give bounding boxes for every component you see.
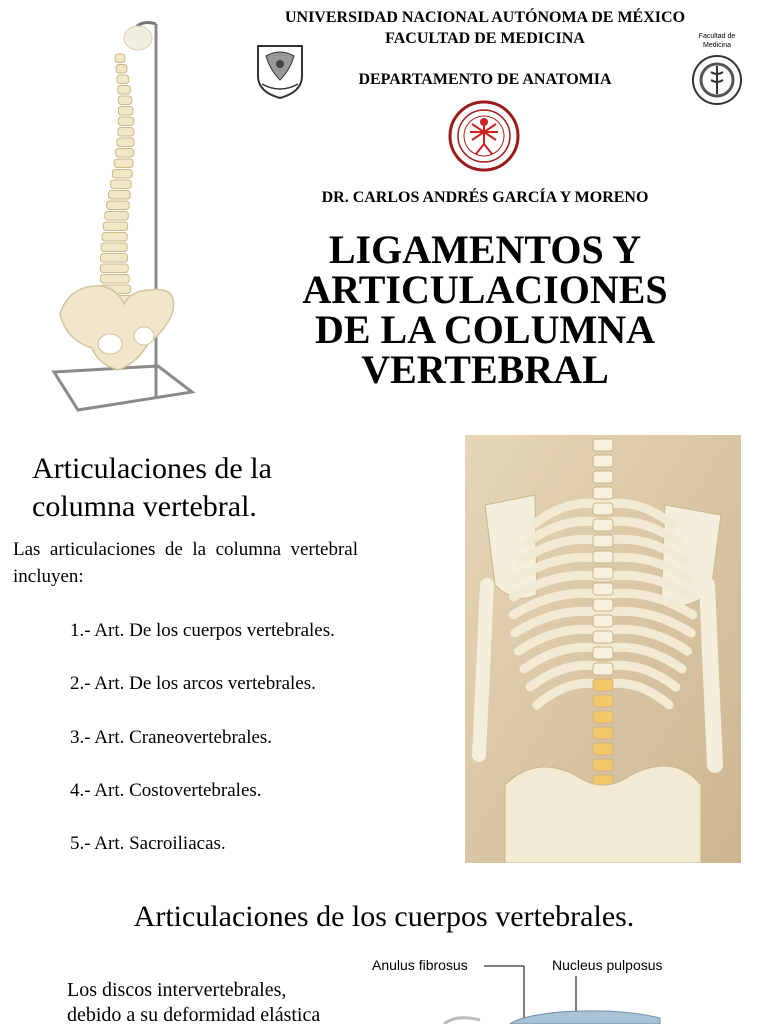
- faculty-medicine-logo: [684, 32, 750, 98]
- main-title: [250, 227, 720, 392]
- heading-line: columna vertebral.: [32, 490, 257, 523]
- articulation-item: 4.- Art. Costovertebrales.: [70, 780, 262, 801]
- articulation-item: 3.- Art. Craneovertebrales.: [70, 727, 273, 748]
- title-line: ARTICULACIONES: [302, 267, 668, 312]
- section2-heading: Articulaciones de los cuerpos vertebrales.: [133, 900, 635, 933]
- section1-intro: [13, 536, 459, 590]
- text-line: Los discos intervertebrales,: [67, 979, 287, 1001]
- heading-line: Articulaciones de la: [32, 452, 272, 485]
- nucleus-pulposus-label: Nucleus pulposus: [552, 957, 663, 973]
- text-line: debido a su deformidad elástica: [67, 1004, 321, 1026]
- section2-text: [67, 978, 367, 1028]
- department-name: DEPARTAMENTO DE ANATOMIA: [358, 71, 612, 88]
- anulus-fibrosus-label: Anulus fibrosus: [372, 957, 468, 973]
- skeleton-back-photo: [465, 435, 741, 863]
- faculty-name: FACULTAD DE MEDICINA: [385, 30, 585, 47]
- articulation-item: 1.- Art. De los cuerpos vertebrales.: [70, 620, 335, 641]
- author-name: DR. CARLOS ANDRÉS GARCÍA Y MORENO: [321, 189, 649, 206]
- title-line: DE LA COLUMNA: [314, 307, 656, 352]
- faculty-logo-text: Facultad de Medicina: [698, 33, 736, 49]
- title-line: LIGAMENTOS Y: [328, 227, 642, 272]
- anatomy-department-seal: [444, 100, 524, 172]
- university-name: UNIVERSIDAD NACIONAL AUTÓNOMA DE MÉXICO: [284, 9, 686, 26]
- intervertebral-disc-diagram: [360, 950, 760, 1024]
- intro-line: Las articulaciones de la columna vertebral: [13, 539, 359, 560]
- intro-line: incluyen:: [13, 566, 84, 587]
- articulation-item: 2.- Art. De los arcos vertebrales.: [70, 673, 316, 694]
- articulation-item: 5.- Art. Sacroiliacas.: [70, 833, 226, 854]
- section1-heading: [32, 450, 452, 526]
- title-line: VERTEBRAL: [361, 347, 609, 392]
- spine-model-image: [40, 14, 240, 414]
- unam-seal-logo: [252, 40, 308, 100]
